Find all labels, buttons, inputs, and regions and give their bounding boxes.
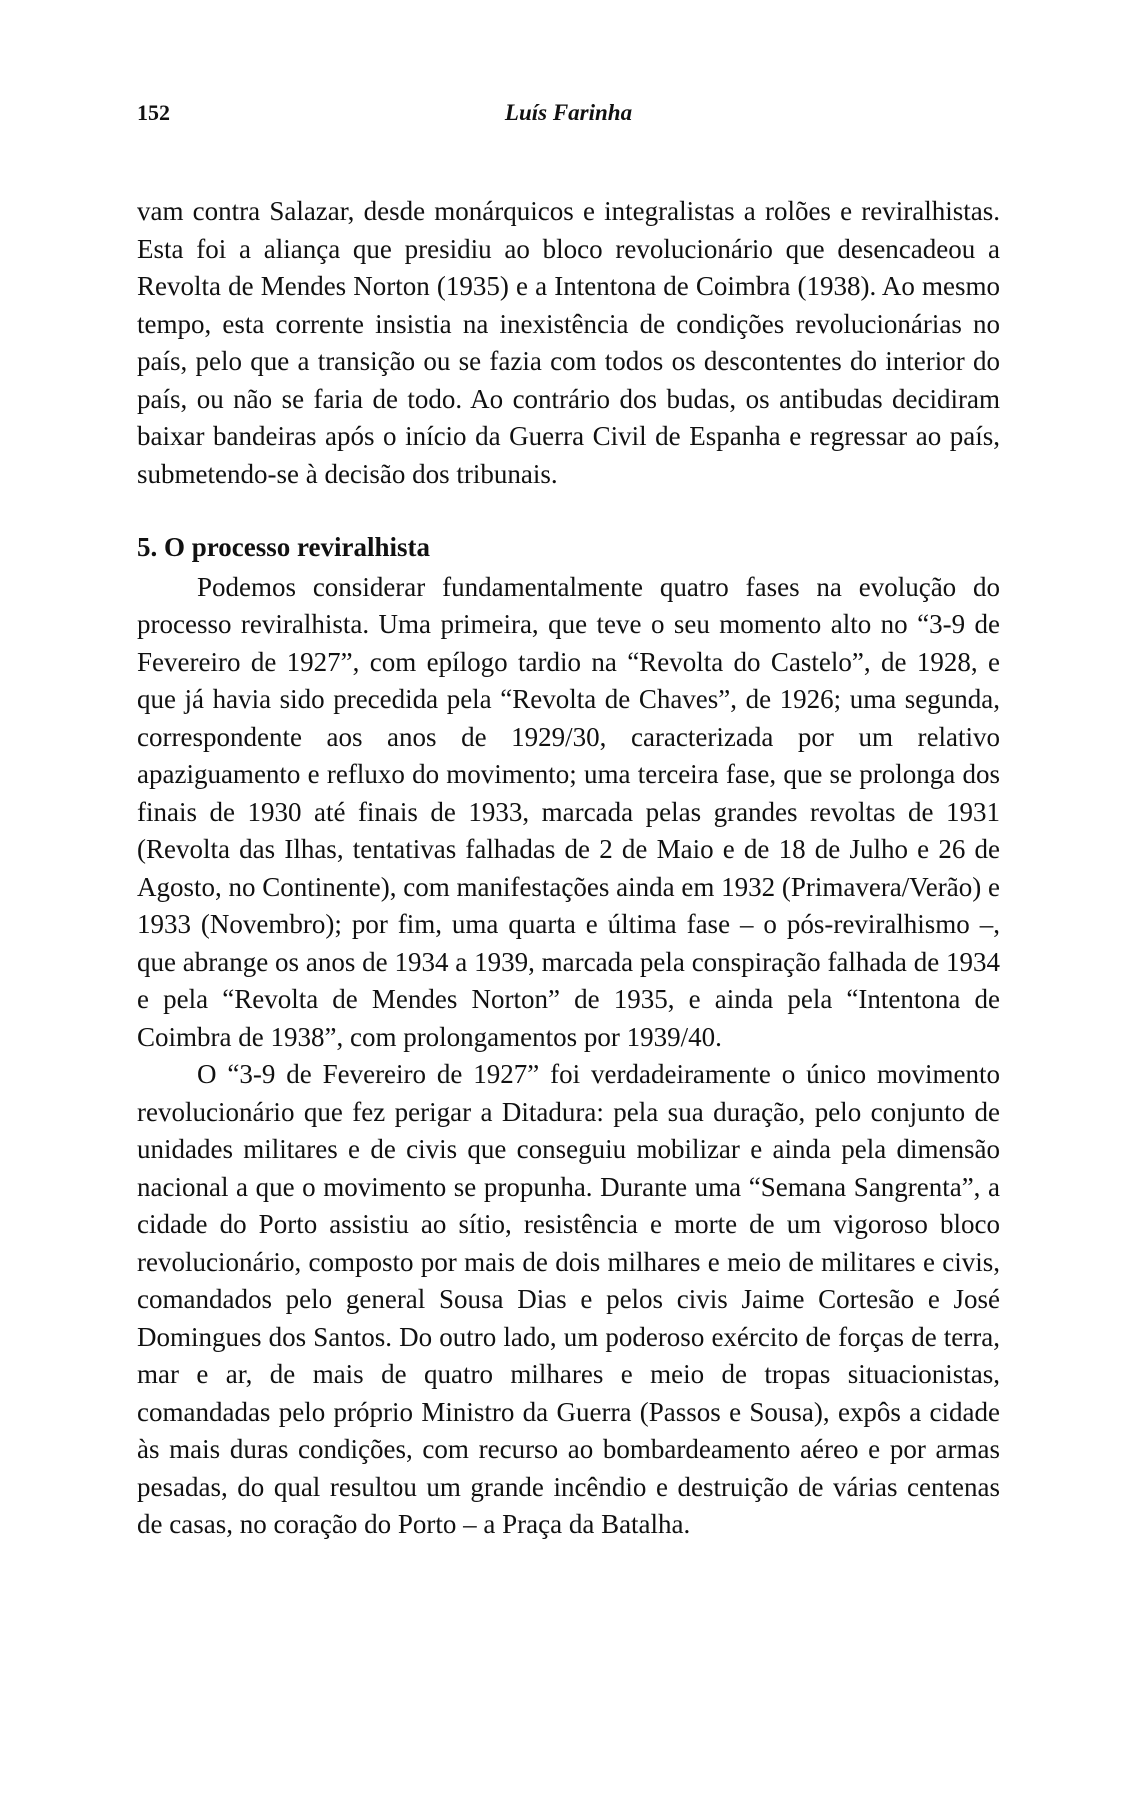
- page-number: 152: [137, 100, 170, 125]
- running-head-author: Luís Farinha: [504, 100, 633, 125]
- paragraph-intro: vam contra Salazar, desde monárquicos e integralistas a rolões e reviralhistas. Esta foi a aliança que presidiu ao bloco revolucionário que desencadeou a Revolta de Mendes Norton (1935) e a Intentona de Coimbra (1938). Ao mesmo tempo, esta corrente insistia na inexistência de condições revolucionárias no país, pelo que a transição ou se fazia com todos os descontentes do interior do país, ou não se faria de todo. Ao contrário dos budas, os antibudas decidiram baixar bandeiras após o início da Guerra Civil de Espanha e regressar ao país, submetendo-se à decisão dos tribunais.: [137, 196, 1000, 489]
- section-heading: 5. O processo reviralhista: [137, 532, 430, 562]
- paragraph-fevereiro-1927: O “3-9 de Fevereiro de 1927” foi verdadeiramente o único movimento revolucionário que fez perigar a Ditadura: pela sua duração, pelo conjunto de unidades militares e de civis que conseguiu mobilizar e ainda pela dimensão nacional a que o movimento se propunha. Durante uma “Semana Sangrenta”, a cidade do Porto assistiu ao sítio, resistência e morte de um vigoroso bloco revolucionário, composto por mais de dois milhares e meio de militares e civis, comandados pelo general Sousa Dias e pelos civis Jaime Cortesão e José Domingues dos Santos. Do outro lado, um poderoso exército de forças de terra, mar e ar, de mais de quatro milhares e meio de tropas situacionistas, comandadas pelo próprio Ministro da Guerra (Passos e Sousa), expôs a cidade às mais duras condições, com recurso ao bombardeamento aéreo e por armas pesadas, do qual resultou um grande incêndio e destruição de várias centenas de casas, no coração do Porto – a Praça da Batalha.: [137, 1059, 1000, 1539]
- page-body: [137, 193, 1000, 1544]
- paragraph-phases: Podemos considerar fundamentalmente quatro fases na evolução do processo reviralhista. Uma primeira, que teve o seu momento alto no “3-9 de Fevereiro de 1927”, com epílogo tardio na “Revolta do Castelo”, de 1928, e que já havia sido precedida pela “Revolta de Chaves”, de 1926; uma segunda, correspondente aos anos de 1929/30, caracterizada por um relativo apaziguamento e refluxo do movimento; uma terceira fase, que se prolonga dos finais de 1930 até finais de 1933, marcada pelas grandes revoltas de 1931 (Revolta das Ilhas, tentativas falhadas de 2 de Maio e de 18 de Julho e 26 de Agosto, no Continente), com manifestações ainda em 1932 (Primavera/Verão) e 1933 (Novembro); por fim, uma quarta e última fase – o pós-reviralhismo –, que abrange os anos de 1934 a 1939, marcada pela conspiração falhada de 1934 e pela “Revolta de Mendes Norton” de 1935, e ainda pela “Intentona de Coimbra de 1938”, com prolongamentos por 1939/40.: [137, 571, 1000, 1052]
- page-header: [137, 100, 1000, 134]
